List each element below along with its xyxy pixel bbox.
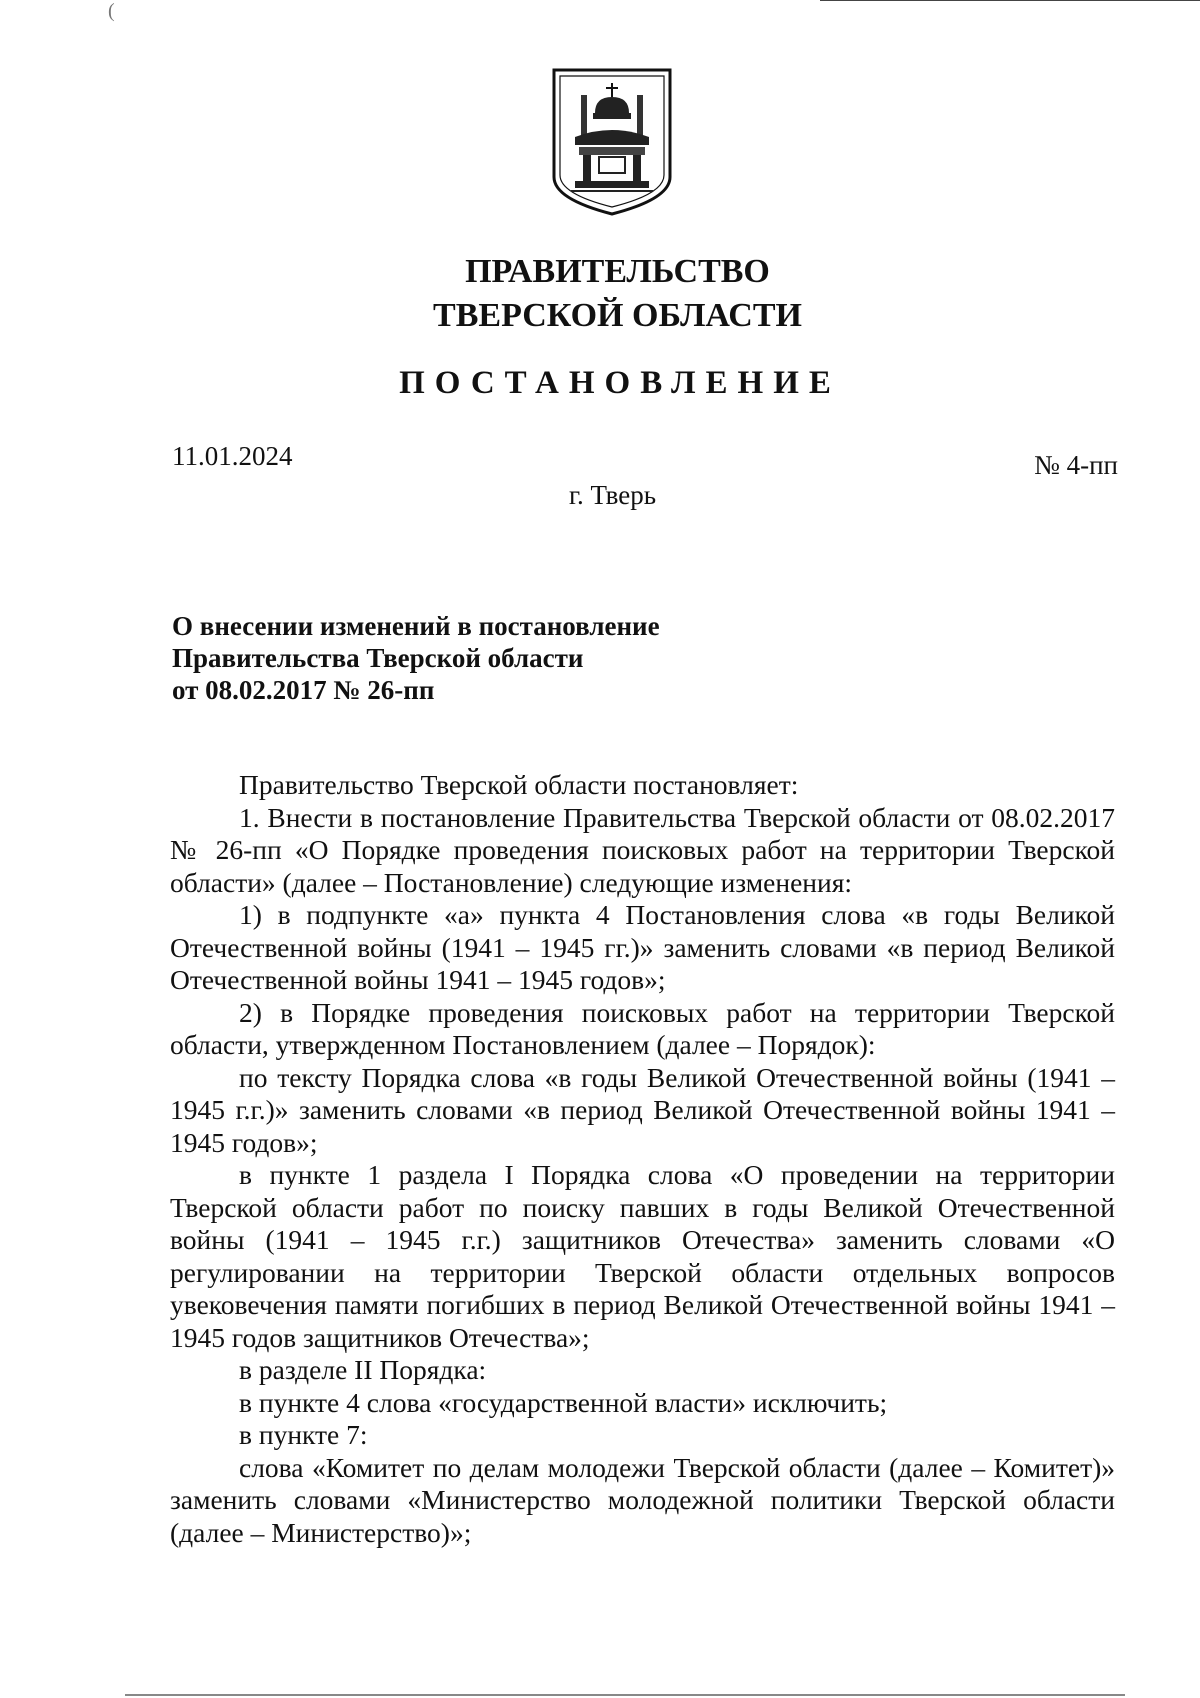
document-body xyxy=(170,769,1115,1549)
document-type: ПОСТАНОВЛЕНИЕ xyxy=(399,365,841,401)
body-paragraph: Правительство Тверской области постановляет: xyxy=(239,769,799,800)
body-paragraph: в разделе II Порядка: xyxy=(239,1354,487,1385)
tver-coat-of-arms-icon xyxy=(551,67,673,217)
scan-edge-line xyxy=(125,1694,1125,1696)
document-city: г. Тверь xyxy=(568,480,657,510)
body-paragraph: слова «Комитет по делам молодежи Тверской области (далее – Комитет)» заменить словами «Министерство молодежной политики Тверской области (далее – Министерство)»; xyxy=(170,1451,1115,1548)
government-title-line1: ПРАВИТЕЛЬСТВО xyxy=(465,253,770,290)
subject-line: Правительства Тверской области xyxy=(172,643,584,673)
scan-artifact: ( xyxy=(108,0,115,22)
document-date: 11.01.2024 xyxy=(172,441,293,471)
government-title-line2: ТВЕРСКОЙ ОБЛАСТИ xyxy=(433,297,802,334)
body-paragraph: 2) в Порядке проведения поисковых работ на территории Тверской области, утвержденном Постановлением (далее – Порядок): xyxy=(170,996,1115,1060)
body-paragraph: 1. Внести в постановление Правительства Тверской области от 08.02.2017 № 26-пп «О Порядке проведения поисковых работ на территории Тверской области» (далее – Постановление) следующие изменения: xyxy=(170,801,1115,898)
body-paragraph: в пункте 1 раздела I Порядка слова «О проведении на территории Тверской области работ по поиску павших в годы Великой Отечественной войны (1941 – 1945 г.г.) защитников Отечества» заменить словами «О регулировании на территории Тверской области отдельных вопросов увековечения памяти погибших в период Великой Отечественной войны 1941 – 1945 годов защитников Отечества»; xyxy=(170,1159,1115,1353)
subject-line: от 08.02.2017 № 26-пп xyxy=(172,675,435,705)
scan-edge-line xyxy=(820,0,1200,1)
document-subject xyxy=(172,610,660,706)
body-paragraph: в пункте 7: xyxy=(239,1419,368,1450)
body-paragraph: по тексту Порядка слова «в годы Великой Отечественной войны (1941 – 1945 г.г.)» заменить словами «в период Великой Отечественной войны 1941 – 1945 годов»; xyxy=(170,1061,1115,1158)
body-paragraph: в пункте 4 слова «государственной власти» исключить; xyxy=(239,1386,888,1418)
document-number: № 4-пп xyxy=(1034,450,1118,480)
subject-line: О внесении изменений в постановление xyxy=(172,611,660,641)
body-paragraph: 1) в подпункте «а» пункта 4 Постановления слова «в годы Великой Отечественной войны (1941 – 1945 гг.)» заменить словами «в период Великой Отечественной войны 1941 – 1945 годов»; xyxy=(170,899,1115,995)
